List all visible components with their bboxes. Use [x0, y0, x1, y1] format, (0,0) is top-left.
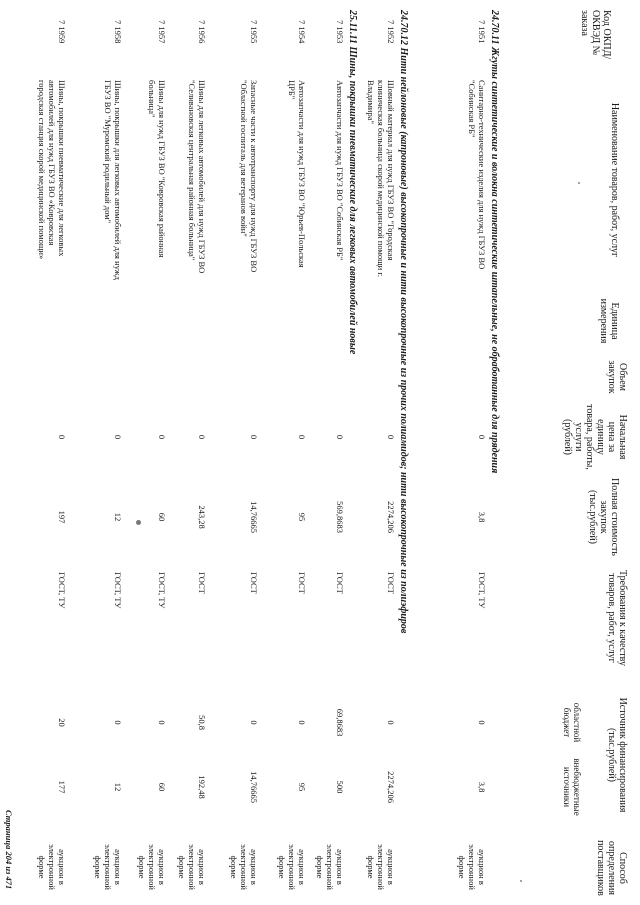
row-regional: 0: [477, 720, 487, 725]
scan-speck: [578, 182, 580, 184]
row-full-cost: 60: [157, 512, 167, 522]
group-title: 24.70.11 Жгуты синтетические и волокна синтетические штапельные, не обработанные для прядения: [489, 10, 500, 474]
row-start-price: 0: [249, 434, 259, 440]
row-number: 7 1955: [249, 20, 259, 44]
header-quality: Требования к качеству товаров, работ, услуг: [606, 569, 628, 667]
row-method: аукцион в электронной форме: [177, 844, 207, 890]
header-volume: Объем закупок: [606, 360, 628, 394]
row-full-cost: 197: [57, 510, 67, 524]
header-name: Наименование товаров, работ, услуг: [609, 102, 620, 258]
row-start-price: 0: [477, 434, 487, 440]
row-method: аукцион в электронной форме: [93, 844, 123, 890]
row-name: Санитарно-технические изделия для нужд ГБУЗ ВО "Собинская РБ": [467, 80, 487, 270]
row-method: аукцион в электронной форме: [315, 844, 345, 890]
row-extra: 2274,206: [386, 771, 396, 803]
row-name: Шины для легковых автомобилей для нужд ГБУЗ ВО "Селивановская центральная районная больница": [187, 80, 207, 274]
row-method: аукцион в электронной форме: [366, 844, 396, 890]
row-quality: ГОСТ: [249, 572, 259, 594]
row-full-cost: 14,76665: [249, 501, 259, 533]
header-full-cost: Полная стоимость закупок (тыс.рублей): [587, 478, 620, 556]
header-source-extra: внебюджетные источники: [562, 758, 582, 816]
row-number: 7 1959: [57, 20, 67, 44]
row-method: аукцион в электронной форме: [229, 844, 259, 890]
row-start-price: 0: [197, 434, 207, 440]
row-number: 7 1954: [297, 20, 307, 44]
row-quality: ГОСТ: [197, 572, 207, 594]
row-name: Автозапчасти для нужд ГБУЗ ВО "Собинская РБ": [335, 80, 345, 261]
row-extra: 500: [335, 780, 345, 794]
row-name: Автозапчасти для нужд ГБУЗ ВО "Юрьев-Польская ЦРБ": [287, 80, 307, 268]
row-quality: ГОСТ: [297, 572, 307, 594]
row-number: 7 1958: [113, 20, 123, 44]
row-start-price: 0: [157, 434, 167, 440]
group-title: 24.70.12 Нити нейлоновые (капроновые) высокопрочные и нити высокопрочные из прочих полиамидов; нити высокопрочные из полиэфиров: [398, 10, 409, 634]
row-regional: 0: [297, 720, 307, 725]
row-start-price: 0: [335, 434, 345, 440]
row-start-price: 0: [113, 434, 123, 440]
row-start-price: 0: [386, 434, 396, 440]
header-unit: Единица измерения: [598, 298, 620, 344]
row-quality: ГОСТ, ТУ: [157, 572, 167, 609]
row-full-cost: 3,8: [477, 511, 487, 523]
row-number: 7 1957: [157, 20, 167, 44]
row-extra: 60: [157, 782, 167, 792]
header-source-regional: областной бюджет: [562, 702, 582, 743]
row-method: аукцион в электронной форме: [37, 844, 67, 890]
row-extra: 3,8: [477, 781, 487, 793]
page-number: Страница 204 из 471: [4, 810, 14, 890]
row-quality: ГОСТ, ТУ: [57, 572, 67, 609]
row-full-cost: 2274,206: [386, 501, 396, 533]
row-method: аукцион в электронной форме: [277, 844, 307, 890]
header-start-price: Начальная цена за единицу товара, работы, услуги (рублей): [562, 404, 628, 470]
row-regional: 0: [249, 720, 259, 725]
row-full-cost: 569,8683: [335, 501, 345, 533]
row-number: 7 1952: [386, 20, 396, 44]
header-code: Код ОКПД/ ОКВЭД № заказа: [579, 10, 612, 60]
punch-hole-mark: [136, 520, 141, 525]
row-regional: 50,8: [197, 715, 207, 730]
row-extra: 14,76665: [249, 771, 259, 803]
row-quality: ГОСТ: [386, 572, 396, 594]
row-start-price: 0: [297, 434, 307, 440]
row-full-cost: 95: [297, 512, 307, 522]
row-quality: ГОСТ, ТУ: [113, 572, 123, 609]
row-regional: 69,8683: [335, 708, 345, 737]
scan-speck: [520, 880, 522, 882]
row-name: Шины, покрышки для легковых автомобилей для нужд ГБУЗ ВО "Муромский родильный дом": [103, 80, 123, 280]
row-quality: ГОСТ, ТУ: [477, 572, 487, 609]
row-regional: 20: [57, 718, 67, 727]
row-method: аукцион в электронной форме: [457, 844, 487, 890]
header-method: Способ определения поставщиков: [595, 840, 628, 896]
row-name: Шовный материал для нужд ГБУЗ ВО "Городская клиническая больница скорой медицинской помощи г. Владимира": [366, 80, 396, 277]
row-quality: ГОСТ: [335, 572, 345, 594]
row-regional: 0: [157, 720, 167, 725]
row-regional: 0: [386, 720, 396, 725]
row-number: 7 1951: [477, 20, 487, 44]
row-name: Шины, покрышки пневматические для легковых автомобилей для нужд ГБУЗ ВО «Ковровская городская станция скорой медицинской помощи»: [37, 80, 67, 260]
row-method: аукцион в электронной форме: [137, 844, 167, 890]
row-extra: 177: [57, 780, 67, 794]
header-source: Источник финансирования (тыс.рублей): [606, 697, 628, 813]
row-regional: 0: [113, 720, 123, 725]
row-name: Запасные части к автотранспорту для нужд ГБУЗ ВО "Областной госпиталь для ветеранов войн": [239, 80, 259, 273]
row-number: 7 1956: [197, 20, 207, 44]
row-extra: 95: [297, 782, 307, 792]
row-name: Шины для нужд ГБУЗ ВО "Ковровская районная больница": [147, 80, 167, 258]
row-full-cost: 243,28: [197, 505, 207, 529]
row-extra: 12: [113, 782, 123, 792]
row-start-price: 0: [57, 434, 67, 440]
row-extra: 192,48: [197, 775, 207, 799]
row-number: 7 1953: [335, 20, 345, 44]
row-full-cost: 12: [113, 512, 123, 522]
group-title: 25.11.11 Шины, покрышки пневматические для легковых автомобилей новые: [347, 10, 358, 355]
